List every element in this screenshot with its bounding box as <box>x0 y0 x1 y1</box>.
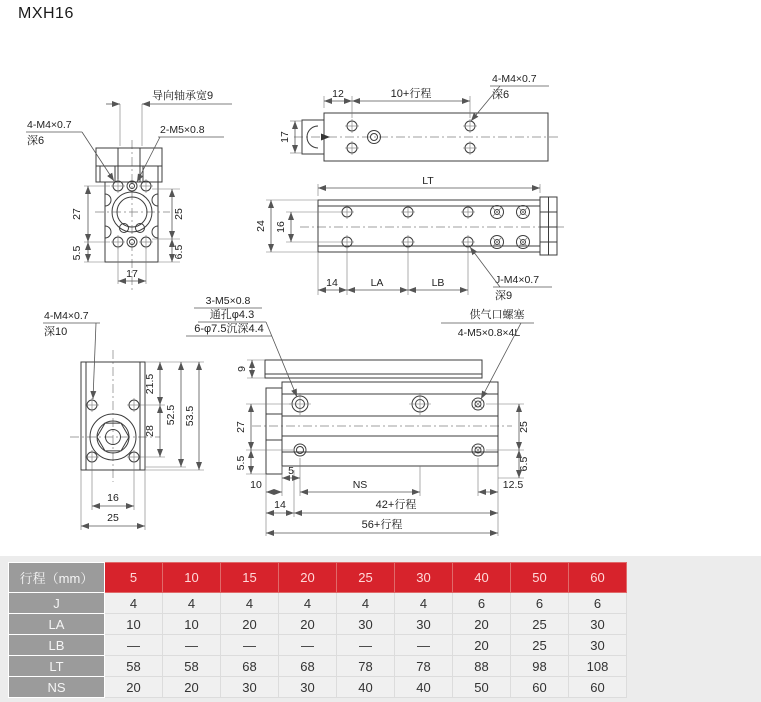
dim-label-end-m4-depth: 深10 <box>44 326 68 338</box>
dim-label-end-52-5: 52.5 <box>165 404 177 426</box>
dim-label-end-16: 16 <box>107 492 119 504</box>
table-cell: 108 <box>569 656 627 677</box>
table-cell: 4 <box>395 593 453 614</box>
dim-label-side-25: 25 <box>518 421 530 433</box>
table-cell: — <box>279 635 337 656</box>
table-cell: 78 <box>337 656 395 677</box>
dim-label-side-counterbore: 6-φ7.5沉深4.4 <box>194 323 264 335</box>
table-cell: 60 <box>569 677 627 698</box>
dim-label-front-17: 17 <box>126 268 138 280</box>
stroke-column-header: 30 <box>395 563 453 593</box>
page-title: MXH16 <box>18 5 74 22</box>
dim-label-side-9: 9 <box>236 366 248 372</box>
table-cell: 4 <box>163 593 221 614</box>
row-label: LT <box>9 656 105 677</box>
table-header-row <box>9 563 627 593</box>
table-cell: 20 <box>453 614 511 635</box>
dim-label-end-53-5: 53.5 <box>184 405 196 427</box>
table-cell: 10 <box>163 614 221 635</box>
table-cell: 20 <box>163 677 221 698</box>
stroke-column-header: 15 <box>221 563 279 593</box>
dim-label-plan-j-depth: 深9 <box>495 290 513 302</box>
side-view-holes <box>289 393 484 456</box>
dim-label-end-25: 25 <box>107 512 119 524</box>
table-cell: — <box>337 635 395 656</box>
table-cell: 4 <box>279 593 337 614</box>
dim-label-plan-24: 24 <box>255 220 267 232</box>
table-cell: 4 <box>337 593 395 614</box>
dim-label-top-stroke: 10+行程 <box>390 88 432 100</box>
table-row-lb <box>9 635 627 656</box>
dim-label-plan-14: 14 <box>326 277 338 289</box>
dim-label-side-m5: 3-M5×0.8 <box>205 295 251 307</box>
dim-label-front-6-5: 6.5 <box>173 244 185 260</box>
table-cell: 4 <box>105 593 163 614</box>
table-cell: 20 <box>105 677 163 698</box>
table-row-ns <box>9 677 627 698</box>
stroke-column-header: 10 <box>163 563 221 593</box>
dim-label-top-17: 17 <box>279 131 291 143</box>
table-cell: — <box>395 635 453 656</box>
end-view-drawing <box>43 310 204 530</box>
dim-label-plan-lt: LT <box>422 175 434 187</box>
dim-label-side-5: 5 <box>288 465 294 477</box>
dim-label-side-port-plug: 供气口螺塞 <box>469 309 525 321</box>
table-cell: — <box>163 635 221 656</box>
table-cell: 30 <box>337 614 395 635</box>
row-label: LA <box>9 614 105 635</box>
dim-label-top-12: 12 <box>332 88 344 100</box>
table-cell: 20 <box>453 635 511 656</box>
table-cell: 4 <box>221 593 279 614</box>
table-cell: 88 <box>453 656 511 677</box>
dim-label-top-m4-depth: 深6 <box>492 89 510 101</box>
row-label: J <box>9 593 105 614</box>
dim-label-bearing-width: 导向轴承宽9 <box>152 90 214 102</box>
dim-label-side-10: 10 <box>250 479 262 491</box>
dim-label-front-m4-depth: 深6 <box>27 135 45 147</box>
dim-label-side-27: 27 <box>235 421 247 433</box>
table-row-j <box>9 593 627 614</box>
dim-label-side-14: 14 <box>274 499 286 511</box>
table-cell: 30 <box>569 614 627 635</box>
top-view-drawing <box>279 73 558 161</box>
stroke-column-header: 25 <box>337 563 395 593</box>
table-cell: 98 <box>511 656 569 677</box>
table-cell: — <box>221 635 279 656</box>
dim-label-end-28: 28 <box>144 425 156 437</box>
dim-label-front-25: 25 <box>173 208 185 220</box>
table-cell: 25 <box>511 614 569 635</box>
row-label: NS <box>9 677 105 698</box>
stroke-column-header: 20 <box>279 563 337 593</box>
table-cell: 60 <box>511 677 569 698</box>
table-cell: — <box>105 635 163 656</box>
table-cell: 30 <box>395 614 453 635</box>
table-cell: 78 <box>395 656 453 677</box>
table-cell: 30 <box>279 677 337 698</box>
table-row-la <box>9 614 627 635</box>
table-header-stroke: 行程（mm） <box>9 563 105 593</box>
stroke-spec-table <box>8 562 627 698</box>
table-cell: 40 <box>395 677 453 698</box>
table-cell: 68 <box>221 656 279 677</box>
front-view-drawing <box>26 88 232 292</box>
dim-label-side-port-size: 4-M5×0.8×4L <box>457 327 521 339</box>
dim-label-front-5-5: 5.5 <box>71 245 83 261</box>
side-view-drawing <box>186 295 534 536</box>
dim-label-side-5-5: 5.5 <box>235 455 247 471</box>
table-cell: 40 <box>337 677 395 698</box>
table-cell: 20 <box>221 614 279 635</box>
stroke-column-header: 5 <box>105 563 163 593</box>
dim-label-end-21-5: 21.5 <box>144 373 156 395</box>
table-cell: 10 <box>105 614 163 635</box>
dim-label-side-12-5: 12.5 <box>502 479 524 491</box>
table-cell: 20 <box>279 614 337 635</box>
table-cell: 68 <box>279 656 337 677</box>
table-cell: 6 <box>453 593 511 614</box>
table-cell: 30 <box>569 635 627 656</box>
plan-view-drawing <box>255 175 565 302</box>
table-row-lt <box>9 656 627 677</box>
row-label: LB <box>9 635 105 656</box>
dim-label-plan-lb: LB <box>431 277 445 289</box>
dim-label-side-42-stroke: 42+行程 <box>375 499 417 511</box>
dim-label-front-m5: 2-M5×0.8 <box>160 124 205 136</box>
dim-label-side-through-hole: 通孔φ4.3 <box>209 309 255 321</box>
table-cell: 25 <box>511 635 569 656</box>
dim-label-front-27: 27 <box>71 208 83 220</box>
dim-label-front-m4: 4-M4×0.7 <box>27 119 72 131</box>
table-cell: 58 <box>163 656 221 677</box>
dim-label-plan-16: 16 <box>275 221 287 233</box>
table-cell: 58 <box>105 656 163 677</box>
table-cell: 6 <box>569 593 627 614</box>
table-band <box>0 556 761 702</box>
dim-label-side-6-5: 6.5 <box>518 456 530 472</box>
dim-label-plan-jm4: J-M4×0.7 <box>495 274 540 286</box>
dim-label-side-56-stroke: 56+行程 <box>361 519 403 531</box>
stroke-column-header: 40 <box>453 563 511 593</box>
dim-label-end-m4: 4-M4×0.7 <box>44 310 89 322</box>
dim-label-side-ns: NS <box>352 479 368 491</box>
dim-label-top-m4: 4-M4×0.7 <box>492 73 537 85</box>
stroke-column-header: 50 <box>511 563 569 593</box>
table-cell: 50 <box>453 677 511 698</box>
dim-label-plan-la: LA <box>370 277 384 289</box>
table-cell: 6 <box>511 593 569 614</box>
stroke-column-header: 60 <box>569 563 627 593</box>
table-cell: 30 <box>221 677 279 698</box>
